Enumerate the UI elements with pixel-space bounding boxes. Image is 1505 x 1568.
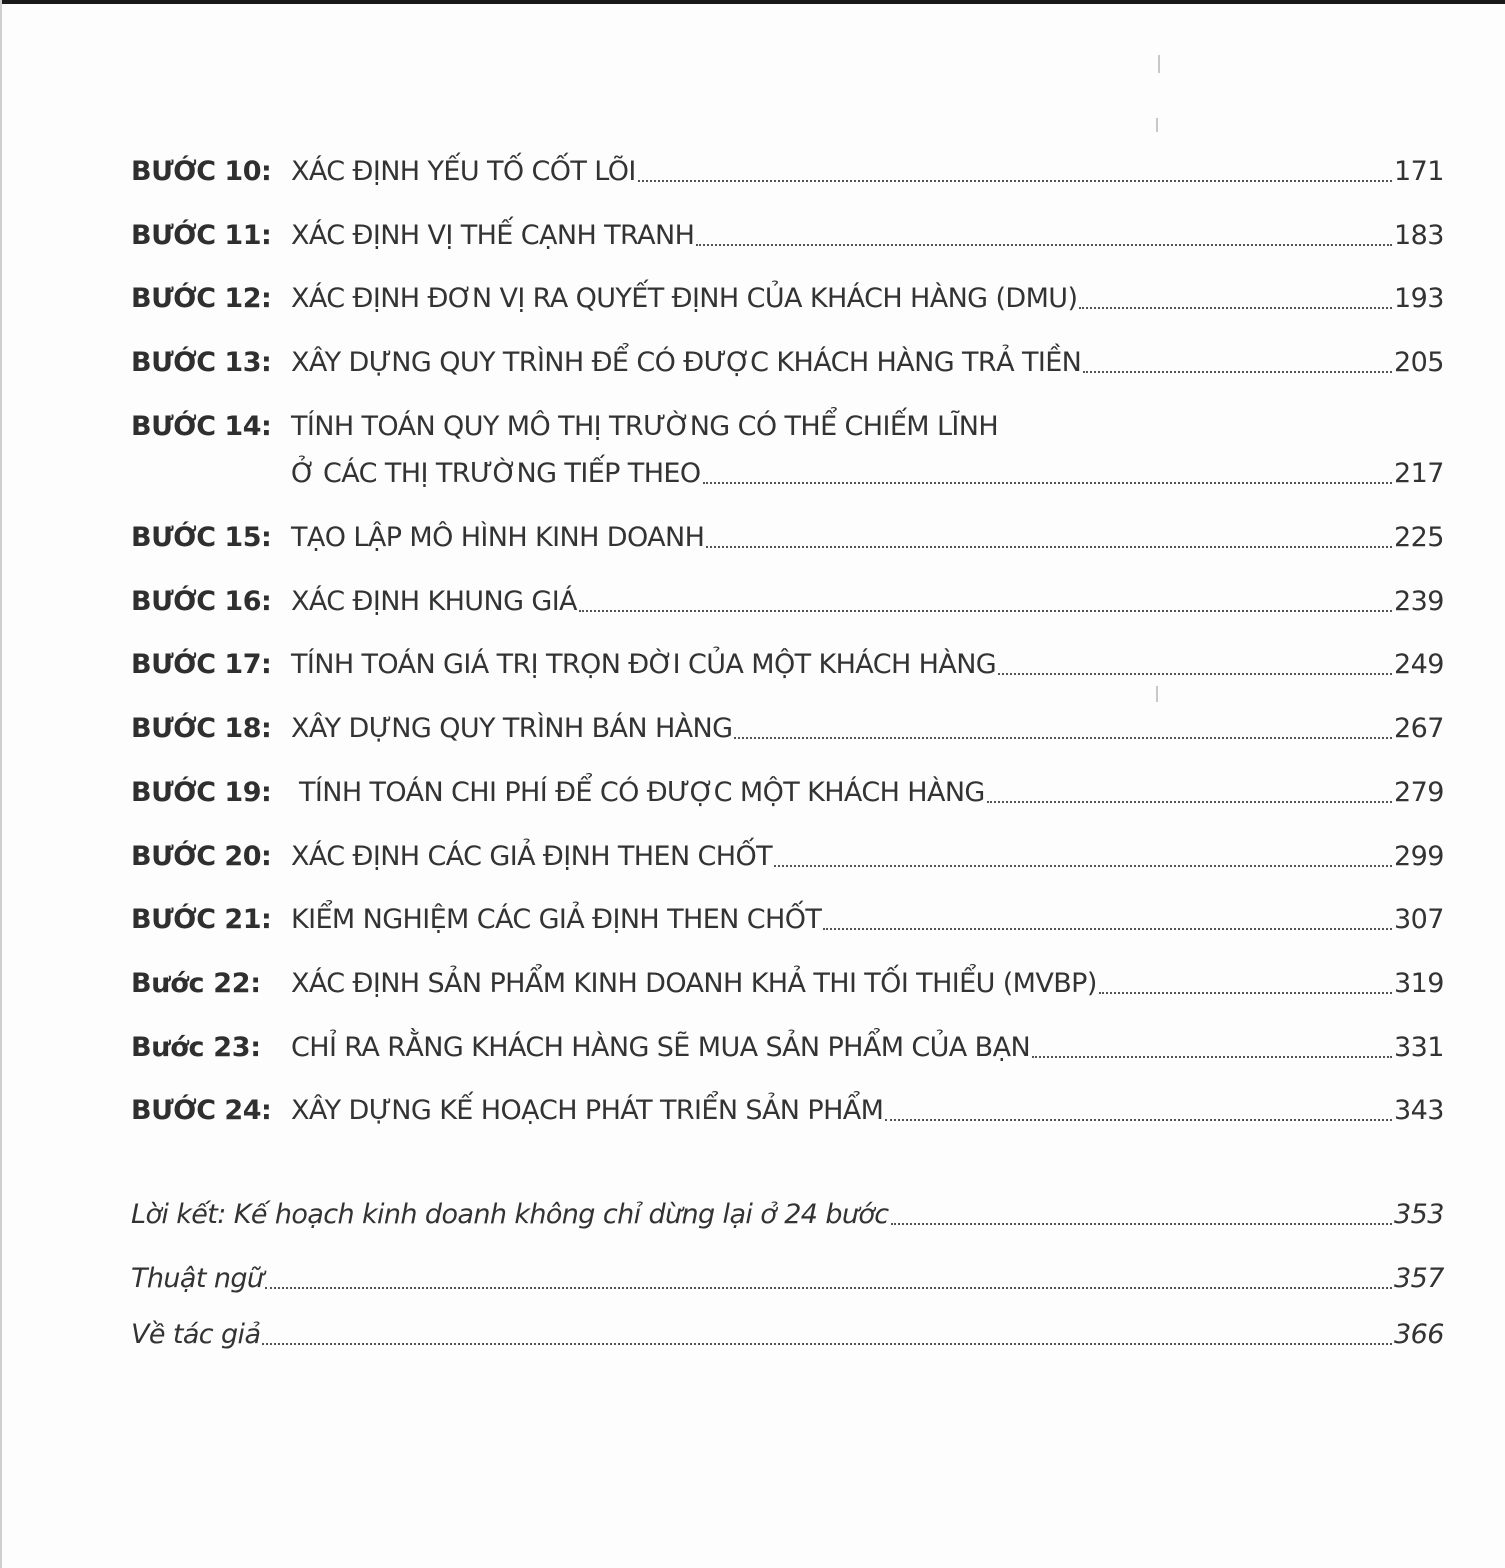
dot-leader [998,673,1392,675]
toc-page-number: 225 [1393,522,1444,553]
toc-step-title: TÍNH TOÁN GIÁ TRỊ TRỌN ĐỜI CỦA MỘT KHÁCH HÀNG [291,649,997,680]
toc-page-number: 307 [1393,904,1444,935]
page-top-edge [0,0,1505,4]
toc-step-label: BƯỚC 15: [131,522,272,553]
toc-page-number: 366 [1393,1319,1444,1350]
print-speck [1156,686,1158,702]
toc-entry-step-12[interactable] [131,279,1444,319]
toc-entry-step-19[interactable] [131,773,1444,813]
toc-entry-glossary[interactable] [131,1259,1444,1299]
toc-step-title: CHỈ RA RẰNG KHÁCH HÀNG SẼ MUA SẢN PHẨM CỦA BẠN [291,1032,1031,1063]
toc-step-label: Bước 22: [131,968,261,999]
dot-leader [703,482,1392,484]
toc-step-title: XÁC ĐỊNH ĐƠN VỊ RA QUYẾT ĐỊNH CỦA KHÁCH HÀNG (DMU) [291,283,1078,314]
toc-step-title: TẠO LẬP MÔ HÌNH KINH DOANH [291,522,705,553]
dot-leader [265,1287,1392,1289]
dot-leader [734,737,1391,739]
toc-step-title: XÁC ĐỊNH KHUNG GIÁ [291,586,577,617]
toc-step-label: BƯỚC 11: [131,220,272,251]
toc-step-title: XÁC ĐỊNH YẾU TỐ CỐT LÕI [291,156,636,187]
toc-page-number: 193 [1393,283,1444,314]
toc-step-label: BƯỚC 24: [131,1095,272,1126]
print-speck [1156,118,1158,132]
toc-page-number: 319 [1393,968,1444,999]
toc-entry-step-16[interactable] [131,582,1444,622]
toc-entry-about-author[interactable] [131,1315,1444,1355]
toc-entry-step-24[interactable] [131,1091,1444,1131]
dot-leader [885,1119,1392,1121]
toc-step-title: TÍNH TOÁN CHI PHÍ ĐỂ CÓ ĐƯỢC MỘT KHÁCH HÀNG [291,777,985,808]
toc-step-title: XÂY DỰNG QUY TRÌNH ĐỂ CÓ ĐƯỢC KHÁCH HÀNG TRẢ TIỀN [291,347,1082,378]
toc-entry-step-17[interactable] [131,645,1444,685]
toc-page-number: 239 [1393,586,1444,617]
dot-leader [262,1343,1392,1345]
toc-step-title: XÂY DỰNG KẾ HOẠCH PHÁT TRIỂN SẢN PHẨM [291,1095,884,1126]
toc-page-number: 353 [1393,1199,1444,1230]
toc-page-number: 331 [1393,1032,1444,1063]
toc-entry-step-21[interactable] [131,900,1444,940]
toc-page-number: 357 [1393,1263,1444,1294]
toc-step-title: XÁC ĐỊNH CÁC GIẢ ĐỊNH THEN CHỐT [291,841,773,872]
toc-page-number: 279 [1393,777,1444,808]
page-left-edge [0,0,2,1568]
toc-step-label: BƯỚC 16: [131,586,272,617]
dot-leader [696,244,1392,246]
toc-page-number: 217 [1393,458,1444,489]
toc-step-label: BƯỚC 20: [131,841,272,872]
toc-step-title: KIỂM NGHIỆM CÁC GIẢ ĐỊNH THEN CHỐT [291,904,822,935]
toc-entry-step-20[interactable] [131,837,1444,877]
toc-page-number: 299 [1393,841,1444,872]
dot-leader [1083,371,1392,373]
toc-page-number: 267 [1393,713,1444,744]
dot-leader [638,180,1392,182]
toc-entry-step-14-line-2[interactable] [131,454,1444,494]
toc-entry-step-15[interactable] [131,518,1444,558]
toc-step-title: TÍNH TOÁN QUY MÔ THỊ TRƯỜNG CÓ THỂ CHIẾM LĨNH [291,411,999,442]
dot-leader [706,546,1392,548]
toc-back-matter-title: Lời kết: Kế hoạch kinh doanh không chỉ dừng lại ở 24 bước [131,1199,889,1230]
toc-entry-step-23[interactable] [131,1028,1444,1068]
toc-step-label: BƯỚC 18: [131,713,272,744]
toc-entry-step-13[interactable] [131,343,1444,383]
dot-leader [891,1223,1392,1225]
toc-step-label: BƯỚC 17: [131,649,272,680]
toc-step-label: BƯỚC 13: [131,347,272,378]
toc-page-number: 183 [1393,220,1444,251]
toc-back-matter-title: Thuật ngữ [131,1263,264,1294]
toc-entry-step-14-line-1[interactable] [131,407,1444,447]
toc-entry-epilogue[interactable] [131,1195,1444,1235]
dot-leader [1079,307,1392,309]
dot-leader [774,865,1392,867]
toc-page-number: 249 [1393,649,1444,680]
toc-step-title-continued: Ở CÁC THỊ TRƯỜNG TIẾP THEO [291,458,701,489]
toc-step-label: BƯỚC 21: [131,904,272,935]
toc-entry-step-11[interactable] [131,216,1444,256]
toc-entry-step-10[interactable] [131,152,1444,192]
toc-step-title: XÂY DỰNG QUY TRÌNH BÁN HÀNG [291,713,733,744]
dot-leader [1032,1056,1392,1058]
dot-leader [823,928,1392,930]
toc-step-label: BƯỚC 19: [131,777,272,808]
toc-entry-step-22[interactable] [131,964,1444,1004]
toc-step-title: XÁC ĐỊNH SẢN PHẨM KINH DOANH KHẢ THI TỐI THIỂU (MVBP) [291,968,1097,999]
toc-step-label: BƯỚC 10: [131,156,272,187]
toc-page-number: 343 [1393,1095,1444,1126]
toc-step-label: BƯỚC 12: [131,283,272,314]
dot-leader [1099,992,1392,994]
dot-leader [579,610,1392,612]
toc-page-number: 205 [1393,347,1444,378]
dot-leader [987,801,1392,803]
toc-entry-step-18[interactable] [131,709,1444,749]
toc-page-number: 171 [1393,156,1444,187]
toc-step-label: BƯỚC 14: [131,411,272,442]
toc-step-label: Bước 23: [131,1032,261,1063]
print-speck [1158,55,1160,73]
toc-back-matter-title: Về tác giả [131,1319,261,1350]
toc-step-title: XÁC ĐỊNH VỊ THẾ CẠNH TRANH [291,220,695,251]
